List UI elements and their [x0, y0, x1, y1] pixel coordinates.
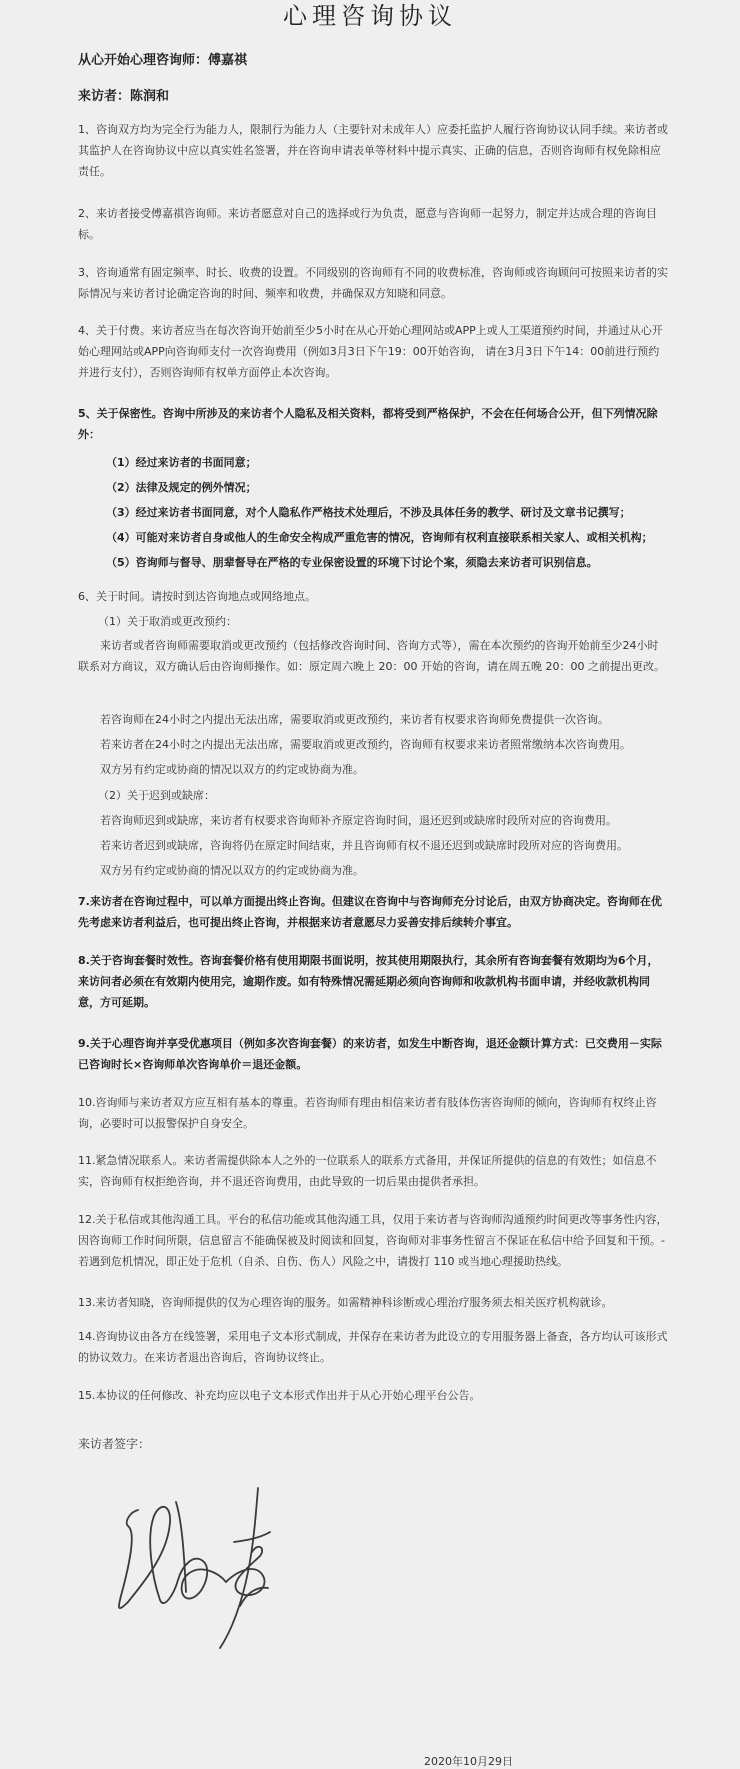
clause-13: 13.来访者知晓，咨询师提供的仅为心理咨询的服务。如需精神科诊断或心理治疗服务须去相关医疗机构就诊。 — [78, 1296, 613, 1309]
signature-stroke — [176, 1502, 186, 1592]
clause-15: 15.本协议的任何修改、补充均应以电子文本形式作出并于从心开始心理平台公告。 — [78, 1389, 481, 1402]
clause-7: 7.来访者在咨询过程中，可以单方面提出终止咨询。但建议在咨询中与咨询师充分讨论后，由双方协商决定。咨询师在优先考虑来访者利益后，也可提出终止咨询，并根据来访者意愿尽力妥善安排后续转介事宜。 — [78, 895, 662, 929]
clause-2: 2、来访者接受傅嘉祺咨询师。来访者愿意对自己的选择或行为负责，愿意与咨询师一起努力，制定并达成合理的咨询目标。 — [78, 207, 657, 241]
signature-date: 2020年10月29日 — [424, 1755, 513, 1768]
clause-6-sub1-line: 双方另有约定或协商的情况以双方的约定或协商为准。 — [100, 763, 364, 776]
clause-3: 3、咨询通常有固定频率、时长、收费的设置。不同级别的咨询师有不同的收费标准，咨询师或咨询顾问可按照来访者的实际情况与来访者讨论确定咨询的时间、频率和收费，并确保双方知晓和同意。 — [78, 266, 668, 300]
clause-6: 6、关于时间。请按时到达咨询地点或网络地点。 — [78, 590, 316, 603]
clause-9: 9.关于心理咨询并享受优惠项目（例如多次咨询套餐）的来访者，如发生中断咨询，退还金额计算方式：已交费用－实际已咨询时长×咨询师单次咨询单价＝退还金额。 — [78, 1037, 662, 1071]
clause-6-sub2-title: （2）关于迟到或缺席： — [98, 789, 215, 802]
client-line: 来访者：陈润和 — [78, 89, 170, 104]
signature-stroke — [128, 1507, 226, 1603]
document-title: 心理咨询协议 — [283, 2, 457, 30]
clause-6-sub1-line: 若咨询师在24小时之内提出无法出席，需要取消或更改预约，来访者有权要求咨询师免费提供一次咨询。 — [100, 713, 609, 726]
clause-12: 12.关于私信或其他沟通工具。平台的私信功能或其他沟通工具，仅用于来访者与咨询师沟通预约时间更改等事务性内容，因咨询师工作时间所限，信息留言不能确保被及时阅读和回复，咨询师对非事务性留言不保证在私信中给予回复和干预。- 若遇到危机情况，即正处于危机（自杀、自伤、伤人）风险之中，请拨打 110 或当地心理援助热线。 — [78, 1213, 668, 1268]
clause-5-item: （3）经过来访者书面同意，对个人隐私作严格技术处理后，不涉及具体任务的教学、研讨及文章书记撰写； — [106, 506, 631, 519]
clause-10: 10.咨询师与来访者双方应互相有基本的尊重。若咨询师有理由相信来访者有肢体伤害咨询师的倾向，咨询师有权终止咨询，必要时可以报警保护自身安全。 — [78, 1096, 657, 1130]
signature-stroke — [220, 1488, 258, 1648]
clause-5-item: （5）咨询师与督导、朋辈督导在严格的专业保密设置的环境下讨论个案，须隐去来访者可识别信息。 — [106, 556, 598, 569]
clause-4: 4、关于付费。来访者应当在每次咨询开始前至少5小时在从心开始心理网站或APP上或人工渠道预约时间，并通过从心开始心理网站或APP向咨询师支付一次咨询费用（例如3月3日下午19：00开始咨询， 请在3月3日下午14：00前进行预约并进行支付），否则咨询师有权单方面停止本次咨询。 — [78, 324, 663, 379]
clause-6-sub2-line: 双方另有约定或协商的情况以双方的约定或协商为准。 — [100, 864, 364, 877]
clause-5-item: （1）经过来访者的书面同意； — [106, 456, 257, 469]
clause-5-item: （2）法律及规定的例外情况； — [106, 481, 257, 494]
clause-6-sub2-line: 若来访者迟到或缺席，咨询将仍在原定时间结束，并且咨询师有权不退还迟到或缺席时段所对应的咨询费用。 — [100, 839, 628, 852]
clause-6-sub1-text: 来访者或者咨询师需要取消或更改预约（包括修改咨询时间、咨询方式等），需在本次预约的咨询开始前至少24小时联系对方商议，双方确认后由咨询师操作。如：原定周六晚上 20：00 开始的咨询，请在周五晚 20：00 之前提出更改。 — [78, 639, 665, 673]
clause-8: 8.关于咨询套餐时效性。咨询套餐价格有使用期限书面说明，按其使用期限执行，其余所有咨询套餐有效期均为6个月，来访问者必须在有效期内使用完，逾期作废。如有特殊情况需延期必须向咨询师和收款机构书面申请，并经收款机构同意，方可延期。 — [78, 954, 659, 1009]
clause-6-sub1-title: （1）关于取消或更改预约： — [98, 615, 237, 628]
clause-6-sub1-line: 若来访者在24小时之内提出无法出席，需要取消或更改预约，咨询师有权要求来访者照常缴纳本次咨询费用。 — [100, 738, 631, 751]
clause-14: 14.咨询协议由各方在线签署，采用电子文本形式制成，并保存在来访者为此设立的专用服务器上备查，各方均认可该形式的协议效力。在来访者退出咨询后，咨询协议终止。 — [78, 1330, 668, 1364]
clause-11: 11.紧急情况联系人。来访者需提供除本人之外的一位联系人的联系方式备用，并保证所提供的信息的有效性；如信息不实，咨询师有权拒绝咨询，并不退还咨询费用，由此导致的一切后果由提供者承担。 — [78, 1154, 657, 1188]
handwritten-signature — [108, 1482, 308, 1652]
clause-5: 5、关于保密性。咨询中所涉及的来访者个人隐私及相关资料，都将受到严格保护，不会在任何场合公开，但下列情况除外： — [78, 407, 658, 441]
clause-5-item: （4）可能对来访者自身或他人的生命安全构成严重危害的情况，咨询师有权利直接联系相关家人、或相关机构； — [106, 531, 653, 544]
signature-label: 来访者签字： — [78, 1437, 151, 1451]
counselor-line: 从心开始心理咨询师：傅嘉祺 — [78, 53, 248, 68]
clause-1: 1、咨询双方均为完全行为能力人，限制行为能力人（主要针对未成年人）应委托监护人履行咨询协议认同手续。来访者或其监护人在咨询协议中应以真实姓名签署，并在咨询申请表单等材料中提示真实、正确的信息，否则咨询师有权免除相应责任。 — [78, 123, 668, 178]
clause-6-sub2-line: 若咨询师迟到或缺席，来访者有权要求咨询师补齐原定咨询时间，退还迟到或缺席时段所对应的咨询费用。 — [100, 814, 617, 827]
